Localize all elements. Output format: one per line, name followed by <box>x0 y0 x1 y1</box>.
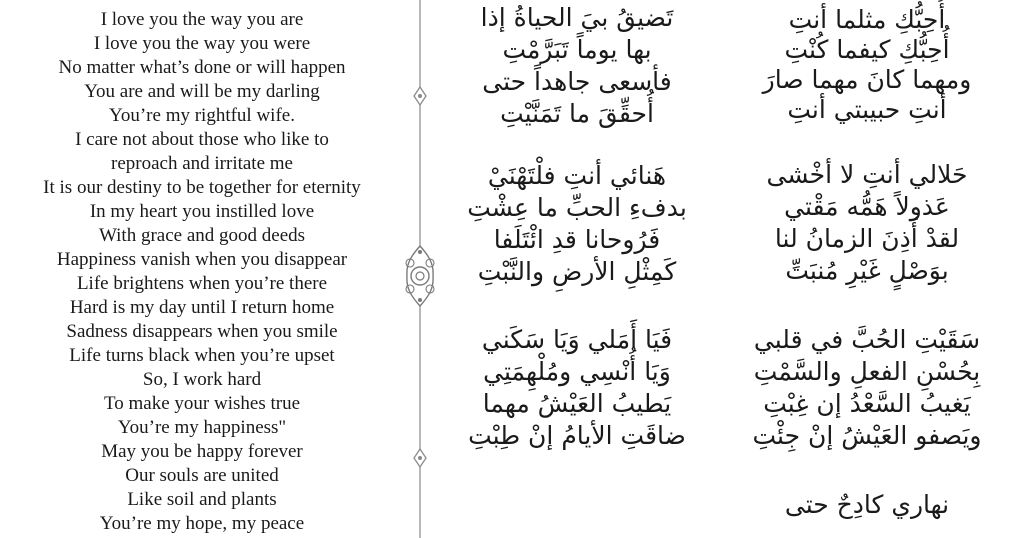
arabic-verse-line: يَطيبُ العَيْشُ مهما <box>482 389 672 418</box>
english-line: I love you the way you are <box>100 9 304 30</box>
english-line: I love you the way you were <box>93 33 311 54</box>
arabic-verse-line: فَرُوحانا قدِ ائْتَلَفا <box>493 225 661 254</box>
english-translation <box>0 8 404 536</box>
english-line: Life brightens when you’re there <box>76 273 328 294</box>
english-line: It is our destiny to be together for eternity <box>43 177 361 198</box>
arabic-verse-line: وَيَا أُنْسِي ومُلْهِمَتِي <box>483 357 671 386</box>
arabic-verse-line: كَمِثْلِ الأرضِ والنَّبْتِ <box>477 257 677 286</box>
english-line: With grace and good deeds <box>98 225 306 246</box>
arabic-verse-line: ضاقَتِ الأيامُ إنْ طِبْتِ <box>468 421 686 450</box>
english-line: No matter what’s done or will happen <box>58 57 346 78</box>
arabic-verse-line: بِحُسْنِ الفعلِ والسَّمْتِ <box>753 357 981 386</box>
arabic-verse-line: نهاري كادِحٌ حتى <box>784 490 950 519</box>
arabic-verse-line: أنتِ حبيبتي أنتِ <box>787 95 947 124</box>
english-line: Happiness vanish when you disappear <box>56 249 348 270</box>
english-line: You’re my happiness" <box>117 417 287 438</box>
arabic-verse-line: ويَصفو العَيْشُ إنْ جِئْتِ <box>752 421 982 450</box>
arabic-verse-line: حَلالي أنتِ لا أخْشى <box>766 160 968 189</box>
english-line: So, I work hard <box>142 369 262 390</box>
diamond-ornament-top <box>414 87 426 105</box>
arabic-column-right <box>712 0 1022 538</box>
english-line: I care not about those who like to <box>75 129 329 150</box>
english-line: You’re my rightful wife. <box>109 105 295 126</box>
arabic-verse-line: عَذولاً هَمُّه مَقْتي <box>784 192 950 221</box>
arabic-column-middle <box>452 0 702 538</box>
arabic-verse-line: سَقَيْتِ الحُبَّ في قلبي <box>753 325 981 354</box>
english-line: To make your wishes true <box>103 393 300 414</box>
english-line: You are and will be my darling <box>84 81 320 102</box>
arabic-verse-line: بدفءِ الحبِّ ما عِشْتِ <box>467 193 687 222</box>
english-line: May you be happy forever <box>101 441 303 462</box>
arabic-verse-line: فأسعى جاهداً حتى <box>482 67 672 96</box>
arabic-verse-line: هَنائي أنتِ فلْتَهْنَيْ <box>487 161 667 190</box>
arabic-verse-line: لقدْ أَذِنَ الزمانُ لنا <box>774 224 960 253</box>
english-line: You’re my hope, my peace <box>99 513 305 534</box>
english-line: reproach and irritate me <box>111 153 293 174</box>
english-line: Life turns black when you’re upset <box>69 345 335 366</box>
arabic-verse-line: بها يوماً تَبَرَّمْتِ <box>502 35 652 64</box>
arabic-verse-line: أُحِبُّكِ كيفما كُنْتِ <box>784 35 950 64</box>
medallion-ornament <box>406 246 434 306</box>
english-line: Sadness disappears when you smile <box>66 321 338 342</box>
arabic-verse-line: يَغيبُ السَّعْدُ إن غِبْتِ <box>763 389 971 418</box>
ornamental-divider <box>400 0 440 538</box>
arabic-verse-line: تَضيقُ بيَ الحياةُ إذا <box>480 3 674 32</box>
arabic-verse-line: فَيَا أَمَلي وَيَا سَكَني <box>481 325 673 354</box>
english-line: Like soil and plants <box>127 489 277 510</box>
arabic-verse-line: أُحقِّقَ ما تَمَنَّيْتِ <box>500 99 654 128</box>
arabic-verse-line: ومهما كانَ مهما صارَ <box>762 65 972 94</box>
arabic-verse-line: أُحِبُّكِ مثلما أنتِ <box>788 5 946 34</box>
arabic-verse-line: بوَصْلٍ غَيْرِ مُنبَتِّ <box>785 256 949 285</box>
english-line: Hard is my day until I return home <box>69 297 335 318</box>
diamond-ornament-bottom <box>414 449 426 467</box>
english-line: Our souls are united <box>125 465 279 486</box>
english-line: In my heart you instilled love <box>89 201 315 222</box>
